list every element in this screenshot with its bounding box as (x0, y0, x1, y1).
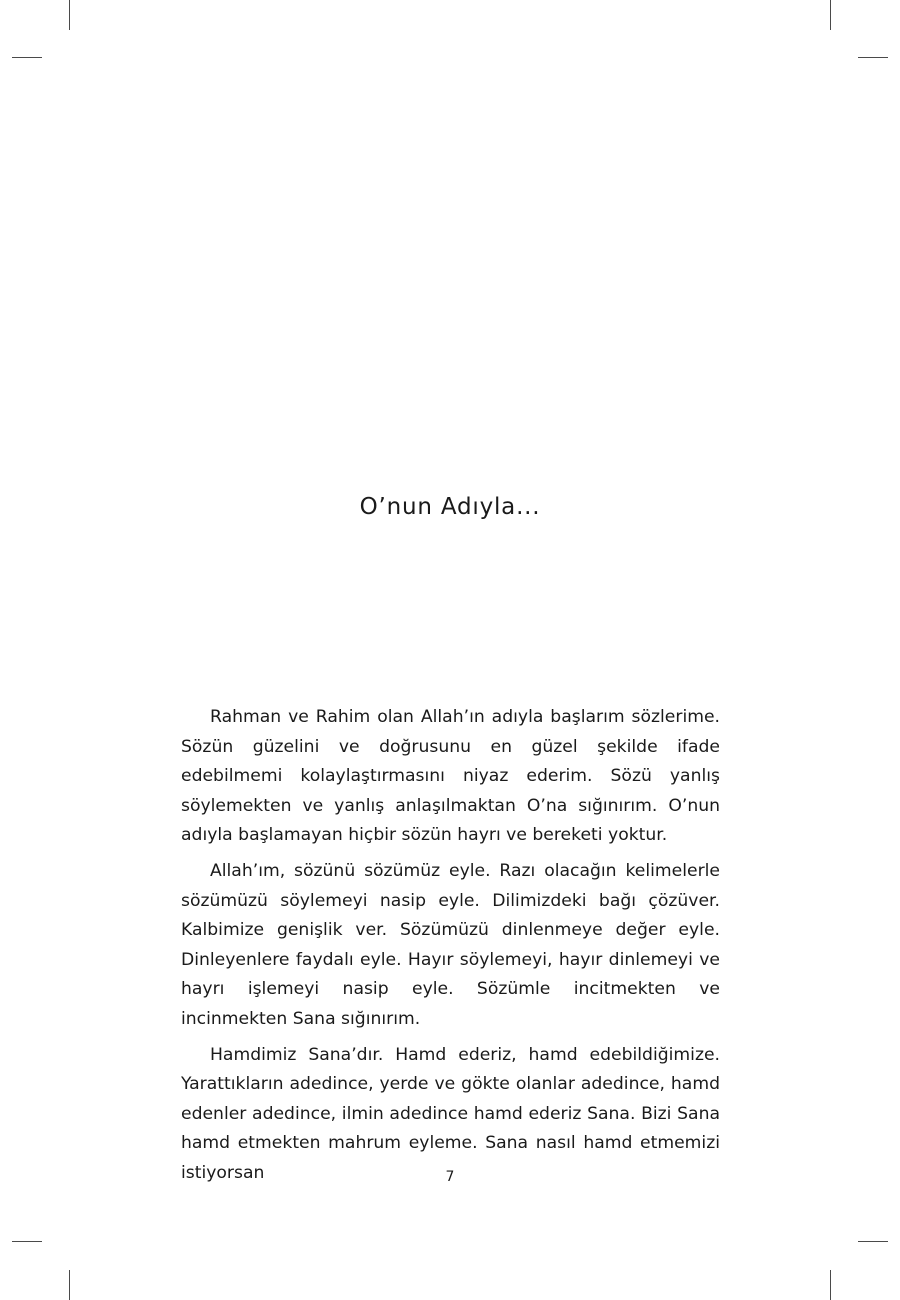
crop-mark-top-left-vertical (69, 0, 70, 30)
body-text (181, 703, 720, 1195)
paragraph: Allah’ım, sözünü sözümüz eyle. Razı olacağın kelimelerle sözümüzü söylemeyi nasip eyle. Dilimizdeki bağı çözüver. Kalbimize genişlik ver. Sözümüzü dinlenmeye değer eyle. Dinleyenlere faydalı eyle. Hayır söylemeyi, hayır dinlemeyi ve hayrı işlemeyi nasip eyle. Sözümle incitmekten ve incinmekten Sana sığınırım. (181, 860, 720, 1029)
chapter-title: O’nun Adıyla... (359, 494, 541, 520)
paragraph: Hamdimiz Sana’dır. Hamd ederiz, hamd edebildiğimize. Yarattıkların adedince, yerde ve gökte olanlar adedince, hamd edenler adedince, ilmin adedince hamd ederiz Sana. Bizi Sana hamd etmekten mahrum eyleme. Sana nasıl hamd etmemizi istiyorsan (181, 1044, 720, 1183)
crop-mark-top-right-vertical (830, 0, 831, 30)
page-number: 7 (445, 1169, 455, 1185)
crop-mark-bottom-left-vertical (69, 1270, 70, 1300)
crop-mark-bottom-right-vertical (830, 1270, 831, 1300)
crop-mark-top-left-horizontal (12, 57, 42, 58)
paragraph: Rahman ve Rahim olan Allah’ın adıyla başlarım sözlerime. Sözün güzelini ve doğrusunu en güzel şekilde ifade edebilmemi kolaylaştırmasını niyaz ederim. Sözü yanlış söylemekten ve yanlış anlaşılmaktan O’na sığınırım. O’nun adıyla başlamayan hiçbir sözün hayrı ve bereketi yoktur. (181, 707, 720, 846)
crop-mark-bottom-left-horizontal (12, 1241, 42, 1242)
crop-mark-bottom-right-horizontal (858, 1241, 888, 1242)
crop-mark-top-right-horizontal (858, 57, 888, 58)
